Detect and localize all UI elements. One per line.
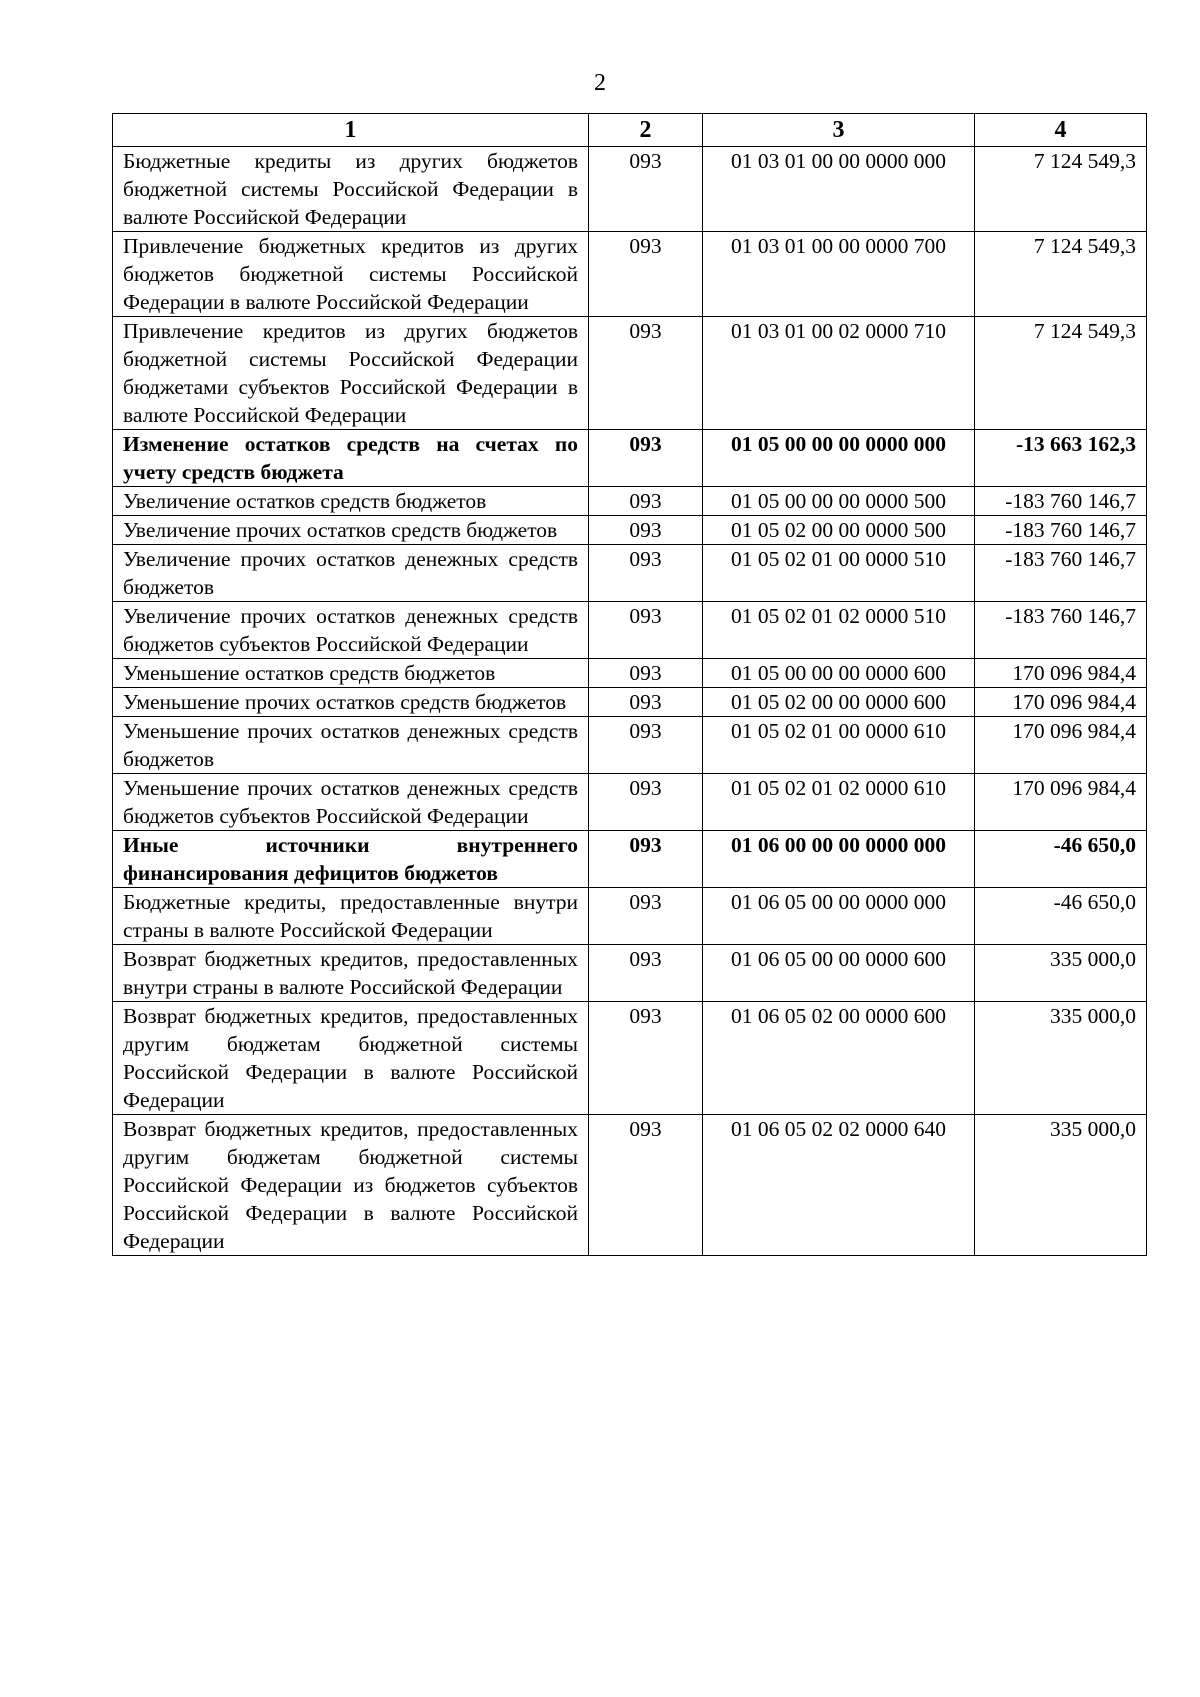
row-classification-code-cell: 01 05 02 01 02 0000 510	[703, 602, 975, 659]
row-amount-cell: 335 000,0	[975, 945, 1147, 1002]
row-admin-code-cell: 093	[589, 888, 703, 945]
column-header-1: 1	[113, 114, 589, 147]
row-name-cell: Изменение остатков средств на счетах по учету средств бюджета	[113, 430, 589, 487]
row-classification-code-cell: 01 06 05 00 00 0000 600	[703, 945, 975, 1002]
row-admin-code-cell: 093	[589, 147, 703, 232]
row-admin-code-cell: 093	[589, 717, 703, 774]
budget-sources-table	[112, 113, 1147, 1256]
table-row	[113, 487, 1147, 516]
row-admin-code-cell: 093	[589, 688, 703, 717]
row-amount-cell: 335 000,0	[975, 1115, 1147, 1256]
row-amount-cell: 7 124 549,3	[975, 317, 1147, 430]
table-row	[113, 147, 1147, 232]
row-amount-cell: 7 124 549,3	[975, 232, 1147, 317]
row-classification-code-cell: 01 03 01 00 00 0000 000	[703, 147, 975, 232]
row-amount-cell: -183 760 146,7	[975, 516, 1147, 545]
row-amount-cell: -46 650,0	[975, 888, 1147, 945]
row-amount-cell: -46 650,0	[975, 831, 1147, 888]
row-amount-cell: 7 124 549,3	[975, 147, 1147, 232]
row-admin-code-cell: 093	[589, 545, 703, 602]
row-name-cell: Возврат бюджетных кредитов, предоставленных внутри страны в валюте Российской Федерации	[113, 945, 589, 1002]
row-admin-code-cell: 093	[589, 1115, 703, 1256]
row-name-cell: Привлечение кредитов из других бюджетов бюджетной системы Российской Федерации бюджетами субъектов Российской Федерации в валюте Российской Федерации	[113, 317, 589, 430]
table-row	[113, 545, 1147, 602]
row-name-cell: Бюджетные кредиты, предоставленные внутри страны в валюте Российской Федерации	[113, 888, 589, 945]
row-name-cell: Иные источники внутреннего финансирования дефицитов бюджетов	[113, 831, 589, 888]
row-amount-cell: -183 760 146,7	[975, 487, 1147, 516]
row-classification-code-cell: 01 05 02 01 00 0000 610	[703, 717, 975, 774]
table-row	[113, 888, 1147, 945]
row-admin-code-cell: 093	[589, 516, 703, 545]
row-amount-cell: 170 096 984,4	[975, 659, 1147, 688]
table-row	[113, 717, 1147, 774]
row-admin-code-cell: 093	[589, 232, 703, 317]
row-name-cell: Уменьшение прочих остатков денежных средств бюджетов	[113, 717, 589, 774]
table-row	[113, 317, 1147, 430]
row-name-cell: Увеличение прочих остатков средств бюджетов	[113, 516, 589, 545]
row-admin-code-cell: 093	[589, 1002, 703, 1115]
row-classification-code-cell: 01 05 02 01 02 0000 610	[703, 774, 975, 831]
table-body	[113, 147, 1147, 1256]
row-classification-code-cell: 01 03 01 00 00 0000 700	[703, 232, 975, 317]
row-admin-code-cell: 093	[589, 659, 703, 688]
row-classification-code-cell: 01 05 02 00 00 0000 600	[703, 688, 975, 717]
row-name-cell: Уменьшение остатков средств бюджетов	[113, 659, 589, 688]
table-row	[113, 831, 1147, 888]
table-row	[113, 1115, 1147, 1256]
row-classification-code-cell: 01 06 00 00 00 0000 000	[703, 831, 975, 888]
column-header-2: 2	[589, 114, 703, 147]
table-row	[113, 945, 1147, 1002]
row-classification-code-cell: 01 03 01 00 02 0000 710	[703, 317, 975, 430]
row-admin-code-cell: 093	[589, 945, 703, 1002]
table-row	[113, 232, 1147, 317]
row-admin-code-cell: 093	[589, 831, 703, 888]
row-amount-cell: 170 096 984,4	[975, 774, 1147, 831]
row-classification-code-cell: 01 05 00 00 00 0000 500	[703, 487, 975, 516]
row-admin-code-cell: 093	[589, 317, 703, 430]
row-classification-code-cell: 01 05 00 00 00 0000 600	[703, 659, 975, 688]
row-name-cell: Бюджетные кредиты из других бюджетов бюджетной системы Российской Федерации в валюте Российской Федерации	[113, 147, 589, 232]
row-name-cell: Увеличение прочих остатков денежных средств бюджетов	[113, 545, 589, 602]
table-row	[113, 659, 1147, 688]
row-admin-code-cell: 093	[589, 430, 703, 487]
row-amount-cell: 170 096 984,4	[975, 717, 1147, 774]
row-name-cell: Увеличение прочих остатков денежных средств бюджетов субъектов Российской Федерации	[113, 602, 589, 659]
row-classification-code-cell: 01 06 05 02 00 0000 600	[703, 1002, 975, 1115]
row-amount-cell: 335 000,0	[975, 1002, 1147, 1115]
table-row	[113, 430, 1147, 487]
row-classification-code-cell: 01 05 02 01 00 0000 510	[703, 545, 975, 602]
column-header-3: 3	[703, 114, 975, 147]
row-amount-cell: -183 760 146,7	[975, 545, 1147, 602]
table-row	[113, 688, 1147, 717]
row-classification-code-cell: 01 06 05 00 00 0000 000	[703, 888, 975, 945]
table-row	[113, 602, 1147, 659]
column-header-4: 4	[975, 114, 1147, 147]
row-amount-cell: -183 760 146,7	[975, 602, 1147, 659]
table-row	[113, 516, 1147, 545]
table-row	[113, 1002, 1147, 1115]
page-number: 2	[594, 70, 606, 96]
row-classification-code-cell: 01 06 05 02 02 0000 640	[703, 1115, 975, 1256]
row-amount-cell: 170 096 984,4	[975, 688, 1147, 717]
table-header	[113, 114, 1147, 147]
row-classification-code-cell: 01 05 02 00 00 0000 500	[703, 516, 975, 545]
row-classification-code-cell: 01 05 00 00 00 0000 000	[703, 430, 975, 487]
row-name-cell: Увеличение остатков средств бюджетов	[113, 487, 589, 516]
row-name-cell: Привлечение бюджетных кредитов из других бюджетов бюджетной системы Российской Федерации в валюте Российской Федерации	[113, 232, 589, 317]
table-row	[113, 774, 1147, 831]
row-name-cell: Возврат бюджетных кредитов, предоставленных другим бюджетам бюджетной системы Российской Федерации из бюджетов субъектов Российской Федерации в валюте Российской Федерации	[113, 1115, 589, 1256]
row-name-cell: Уменьшение прочих остатков средств бюджетов	[113, 688, 589, 717]
row-admin-code-cell: 093	[589, 602, 703, 659]
row-name-cell: Возврат бюджетных кредитов, предоставленных другим бюджетам бюджетной системы Российской Федерации в валюте Российской Федерации	[113, 1002, 589, 1115]
header-row	[113, 114, 1147, 147]
row-amount-cell: -13 663 162,3	[975, 430, 1147, 487]
row-name-cell: Уменьшение прочих остатков денежных средств бюджетов субъектов Российской Федерации	[113, 774, 589, 831]
row-admin-code-cell: 093	[589, 487, 703, 516]
row-admin-code-cell: 093	[589, 774, 703, 831]
